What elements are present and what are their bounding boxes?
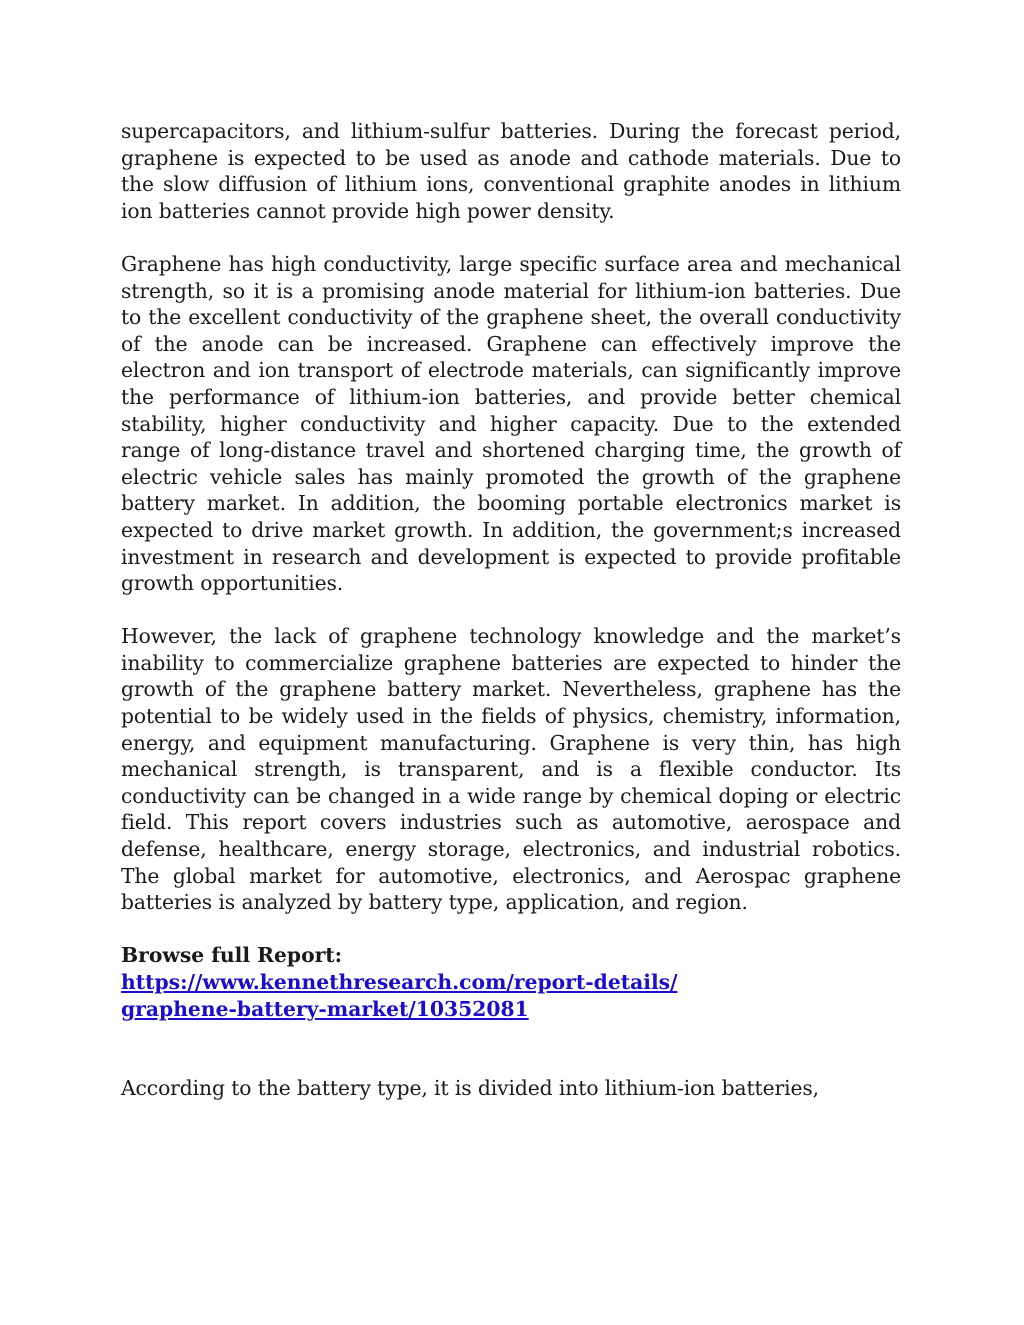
document-page [121,118,901,1102]
browse-report-section [121,942,901,1022]
browse-report-label: Browse full Report: [121,943,343,968]
paragraph-market-challenges: However, the lack of graphene technology knowledge and the market’s inability to commercialize graphene batteries are expected to hinder the growth of the graphene battery market. Nevertheless, graphene has the potential to be widely used in the fields of physics, chemistry, information, energy, and equipment manufacturing. Graphene is very thin, has high mechanical strength, is transparent, and is a flexible conductor. Its conductivity can be changed in a wide range by chemical doping or electric field. This report covers industries such as automotive, aerospace and defense, healthcare, energy storage, electronics, and industrial robotics. The global market for automotive, electronics, and Aerospac graphene batteries is analyzed by battery type, application, and region. [121,624,901,915]
paragraph-battery-type: According to the battery type, it is divided into lithium-ion batteries, [121,1076,820,1101]
paragraph-graphene-properties: Graphene has high conductivity, large specific surface area and mechanical strength, so it is a promising anode material for lithium-ion batteries. Due to the excellent conductivity of the graphene sheet, the overall conductivity of the anode can be increased. Graphene can effectively improve the electron and ion transport of electrode materials, can significantly improve the performance of lithium-ion batteries, and provide better chemical stability, higher conductivity and higher capacity. Due to the extended range of long-distance travel and shortened charging time, the growth of electric vehicle sales has mainly promoted the growth of the graphene battery market. In addition, the booming portable electronics market is expected to drive market growth. In addition, the government;s increased investment in research and development is expected to provide profitable growth opportunities. [121,251,901,596]
paragraph-intro: supercapacitors, and lithium-sulfur batteries. During the forecast period, graphene is expected to be used as anode and cathode materials. Due to the slow diffusion of lithium ions, conventional graphite anodes in lithium ion batteries cannot provide high power density. [121,119,901,223]
report-link[interactable]: https://www.kennethresearch.com/report-details/graphene-battery-market/10352081 [121,970,678,1021]
